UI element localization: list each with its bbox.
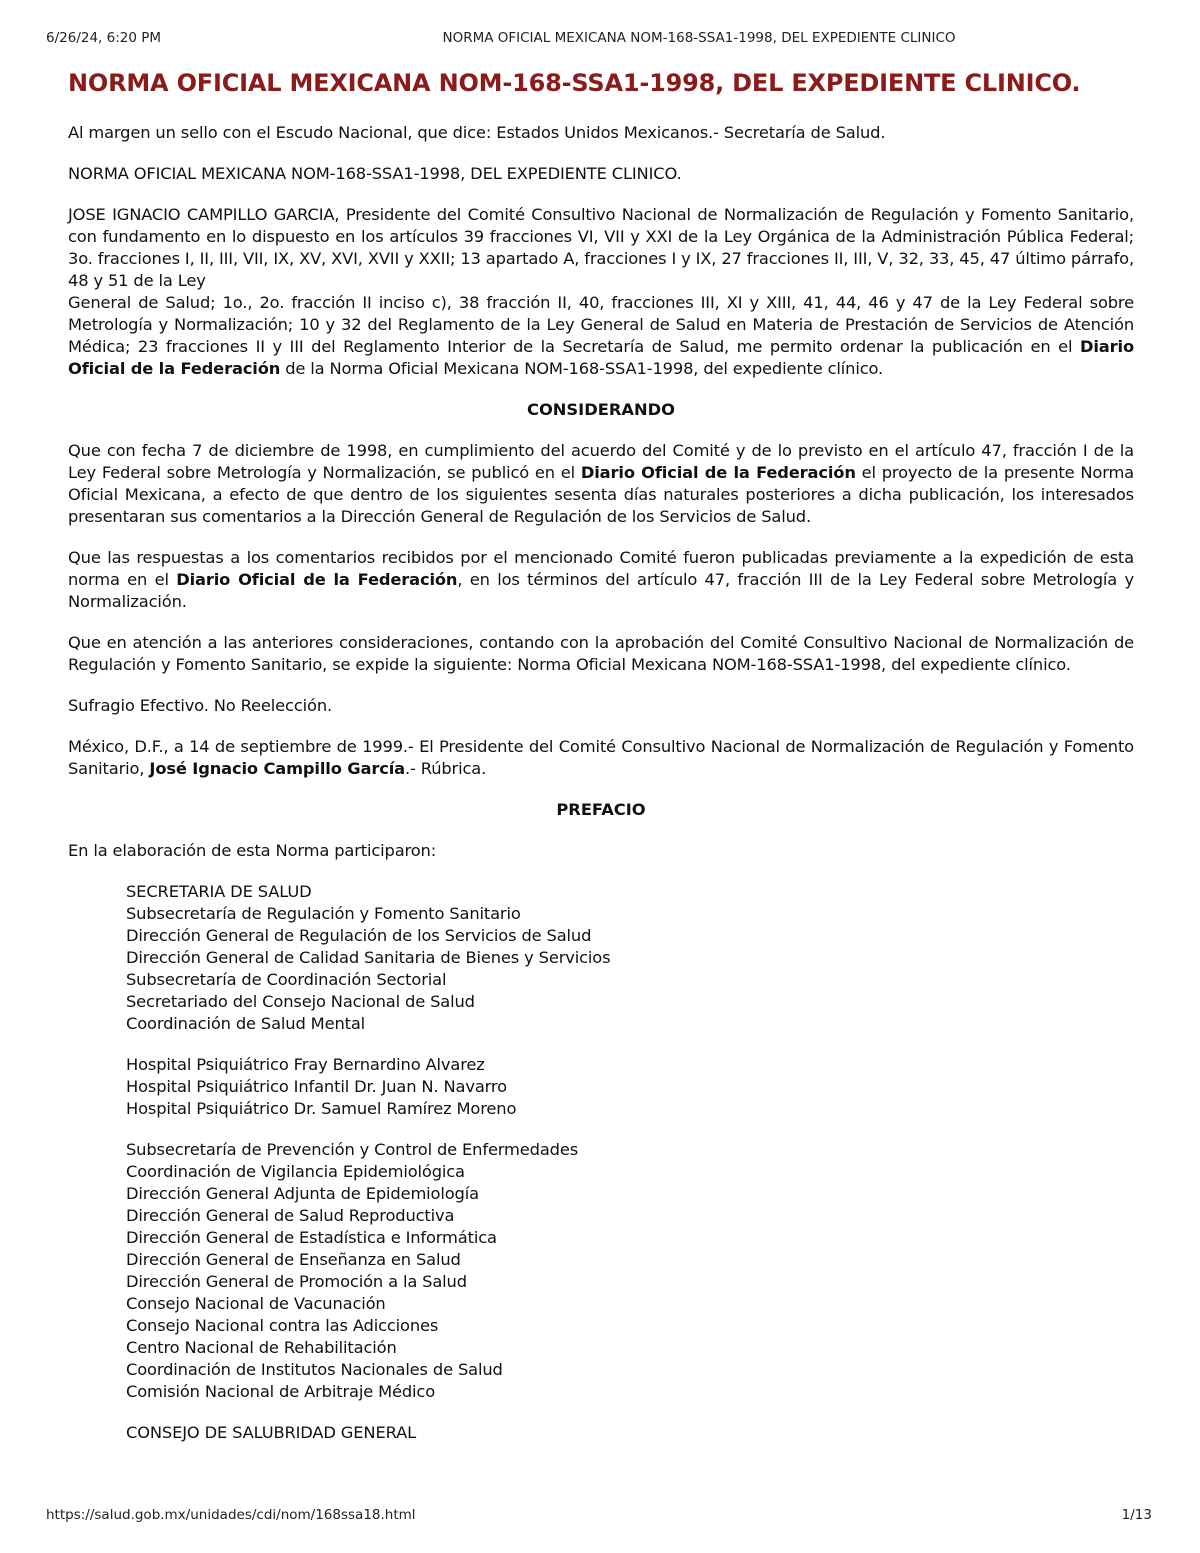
list-item: Dirección General de Salud Reproductiva	[126, 1206, 455, 1225]
print-footer	[46, 1507, 1152, 1527]
list-item: Hospital Psiquiátrico Fray Bernardino Alvarez	[126, 1055, 485, 1074]
list-item: Dirección General Adjunta de Epidemiología	[126, 1184, 479, 1203]
paragraph-fundamento	[68, 204, 1134, 380]
fundamento-part-a: JOSE IGNACIO CAMPILLO GARCIA, Presidente del Comité Consultivo Nacional de Normalización de Regulación y Fomento Sanitario, con fundamento en lo dispuesto en los artículos 39 fracciones VI, VII y XXI de la Ley Orgánica de la Administración Pública Federal; 3o. fracciones I, II, III, VII, IX, XV, XVI, XVII y XXII; 13 apartado A, fracciones I y IX, 27 fracciones II, III, V, 32, 33, 45, 47 último párrafo, 48 y 51 de la Ley	[68, 205, 1134, 290]
list-item: Dirección General de Regulación de los Servicios de Salud	[126, 926, 592, 945]
paragraph-considerando-1	[68, 440, 1134, 528]
list-item: Coordinación de Vigilancia Epidemiológica	[126, 1162, 465, 1181]
participant-group-1	[126, 881, 1134, 1035]
list-item: Dirección General de Enseñanza en Salud	[126, 1250, 461, 1269]
print-header	[46, 30, 1152, 50]
fundamento-diario-oficial: Diario Oficial de la Federación	[68, 337, 1134, 378]
firma-part-a: México, D.F., a 14 de septiembre de 1999.- El Presidente del Comité Consultivo Nacional de Normalización de Regulación y Fomento Sanitario,	[68, 737, 1134, 778]
paragraph-sello: Al margen un sello con el Escudo Nacional, que dice: Estados Unidos Mexicanos.- Secretaría de Salud.	[68, 123, 886, 142]
list-item: Dirección General de Calidad Sanitaria de Bienes y Servicios	[126, 948, 611, 967]
print-url: https://salud.gob.mx/unidades/cdi/nom/168ssa18.html	[46, 1507, 416, 1523]
paragraph-sufragio: Sufragio Efectivo. No Reelección.	[68, 696, 333, 715]
print-date: 6/26/24, 6:20 PM	[46, 30, 162, 46]
list-item: Secretariado del Consejo Nacional de Salud	[126, 992, 475, 1011]
list-item: CONSEJO DE SALUBRIDAD GENERAL	[126, 1423, 416, 1442]
participant-group-2	[126, 1054, 1134, 1120]
list-item: Consejo Nacional de Vacunación	[126, 1294, 386, 1313]
list-item: Subsecretaría de Coordinación Sectorial	[126, 970, 447, 989]
considerando-2-diario-oficial: Diario Oficial de la Federación	[176, 570, 458, 589]
document-body	[68, 66, 1134, 1463]
paragraph-considerando-3: Que en atención a las anteriores consideraciones, contando con la aprobación del Comité Consultivo Nacional de Normalización de Regulación y Fomento Sanitario, se expide la siguiente: Norma Oficial Mexicana NOM-168-SSA1-1998, del expediente clínico.	[68, 633, 1134, 674]
paragraph-firma	[68, 736, 1134, 780]
firma-part-b: .- Rúbrica.	[404, 759, 487, 778]
document-title: NORMA OFICIAL MEXICANA NOM-168-SSA1-1998, DEL EXPEDIENTE CLINICO.	[68, 69, 1081, 97]
list-item: Consejo Nacional contra las Adicciones	[126, 1316, 439, 1335]
list-item: SECRETARIA DE SALUD	[126, 882, 312, 901]
paragraph-participaron: En la elaboración de esta Norma participaron:	[68, 841, 437, 860]
print-page-count: 1/13	[1121, 1507, 1152, 1523]
considerando-1-part-b: el proyecto de la presente Norma Oficial Mexicana, a efecto de que dentro de los siguientes sesenta días naturales posteriores a dicha publicación, los interesados presentaran sus comentarios a la Dirección General de Regulación de los Servicios de Salud.	[68, 463, 1134, 526]
list-item: Dirección General de Promoción a la Salud	[126, 1272, 467, 1291]
fundamento-part-c: de la Norma Oficial Mexicana NOM-168-SSA1-1998, del expediente clínico.	[280, 359, 884, 378]
list-item: Subsecretaría de Prevención y Control de Enfermedades	[126, 1140, 579, 1159]
list-item: Coordinación de Salud Mental	[126, 1014, 366, 1033]
list-item: Hospital Psiquiátrico Infantil Dr. Juan N. Navarro	[126, 1077, 507, 1096]
list-item: Coordinación de Institutos Nacionales de Salud	[126, 1360, 503, 1379]
fundamento-part-b: General de Salud; 1o., 2o. fracción II inciso c), 38 fracción II, 40, fracciones III, XI y XIII, 41, 44, 46 y 47 de la Ley Federal sobre Metrología y Normalización; 10 y 32 del Reglamento de la Ley General de Salud en Materia de Prestación de Servicios de Atención Médica; 23 fracciones II y III del Reglamento Interior de la Secretaría de Salud, me permito ordenar la publicación en el	[68, 293, 1134, 356]
considerando-2-part-a: Que las respuestas a los comentarios recibidos por el mencionado Comité fueron publicadas previamente a la expedición de esta norma en el	[68, 548, 1134, 589]
firma-nombre: José Ignacio Campillo García	[149, 759, 405, 778]
print-page-title: NORMA OFICIAL MEXICANA NOM-168-SSA1-1998, DEL EXPEDIENTE CLINICO	[442, 30, 956, 46]
considerando-1-part-a: Que con fecha 7 de diciembre de 1998, en cumplimiento del acuerdo del Comité y de lo previsto en el artículo 47, fracción I de la Ley Federal sobre Metrología y Normalización, se publicó en el	[68, 441, 1134, 482]
participant-group-3	[126, 1139, 1134, 1403]
list-item: Hospital Psiquiátrico Dr. Samuel Ramírez Moreno	[126, 1099, 517, 1118]
paragraph-norma-name: NORMA OFICIAL MEXICANA NOM-168-SSA1-1998, DEL EXPEDIENTE CLINICO.	[68, 164, 682, 183]
list-item: Comisión Nacional de Arbitraje Médico	[126, 1382, 436, 1401]
heading-prefacio: PREFACIO	[556, 800, 646, 819]
list-item: Centro Nacional de Rehabilitación	[126, 1338, 397, 1357]
considerando-2-part-b: , en los términos del artículo 47, fracción III de la Ley Federal sobre Metrología y Normalización.	[68, 570, 1134, 611]
participant-group-4	[126, 1422, 1134, 1444]
list-item: Subsecretaría de Regulación y Fomento Sanitario	[126, 904, 521, 923]
heading-considerando: CONSIDERANDO	[527, 400, 675, 419]
list-item: Dirección General de Estadística e Informática	[126, 1228, 497, 1247]
paragraph-considerando-2	[68, 547, 1134, 613]
considerando-1-diario-oficial: Diario Oficial de la Federación	[580, 463, 856, 482]
